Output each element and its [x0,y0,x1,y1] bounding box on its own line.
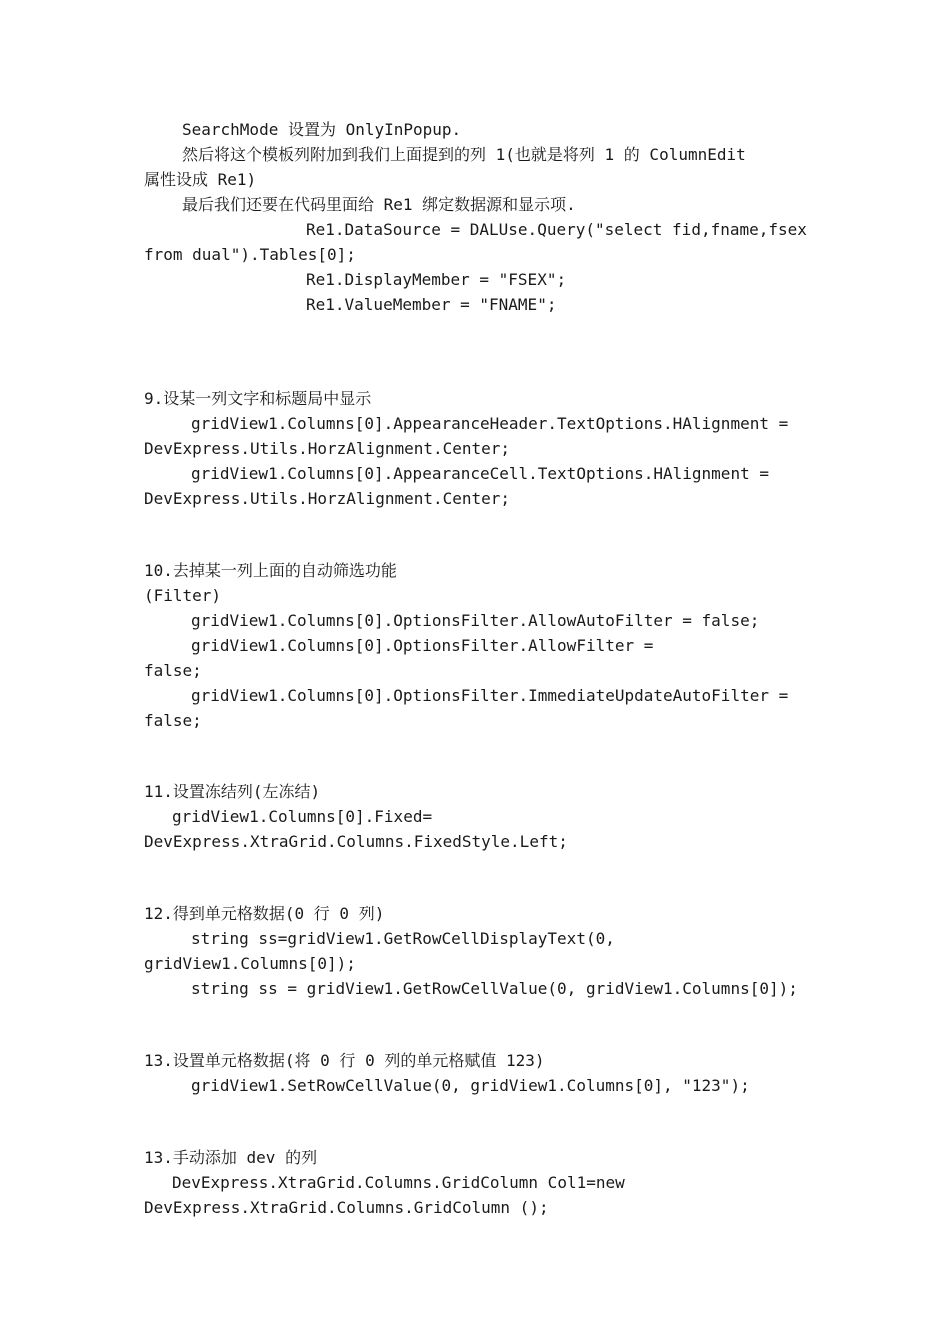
section-11-code-fixed-cont: DevExpress.XtraGrid.Columns.FixedStyle.Left; [144,832,568,851]
section-12-heading: 12.得到单元格数据(0 行 0 列) [144,904,385,923]
section-13-addcolumn-code: DevExpress.XtraGrid.Columns.GridColumn Col1=new [172,1173,625,1192]
section-10-code-allowfilter: gridView1.Columns[0].OptionsFilter.AllowFilter = [191,636,654,655]
section-12-code-displaytext-cont: gridView1.Columns[0]); [144,954,356,973]
section-10-code-immediate-cont: false; [144,711,202,730]
section-10-heading-filter: (Filter) [144,586,222,605]
section-12-code-value: string ss = gridView1.GetRowCellValue(0, gridView1.Columns[0]); [191,979,798,998]
section-9-code-header: gridView1.Columns[0].AppearanceHeader.TextOptions.HAlignment = [191,414,789,433]
section-9-code-cell-cont: DevExpress.Utils.HorzAlignment.Center; [144,489,511,508]
section-9-code-cell: gridView1.Columns[0].AppearanceCell.TextOptions.HAlignment = [191,464,769,483]
section-10-code-immediate: gridView1.Columns[0].OptionsFilter.ImmediateUpdateAutoFilter = [191,686,789,705]
section-9-heading: 9.设某一列文字和标题局中显示 [144,389,372,408]
intro-line-searchmode: SearchMode 设置为 OnlyInPopup. [182,120,462,139]
section-13-addcolumn-heading: 13.手动添加 dev 的列 [144,1148,318,1167]
intro-line-attach-template: 然后将这个模板列附加到我们上面提到的列 1(也就是将列 1 的 ColumnEdit [182,145,746,164]
section-13-setcell-heading: 13.设置单元格数据(将 0 行 0 列的单元格赋值 123) [144,1051,545,1070]
section-10-heading: 10.去掉某一列上面的自动筛选功能 [144,561,397,580]
section-10-code-allowautofilter: gridView1.Columns[0].OptionsFilter.AllowAutoFilter = false; [191,611,760,630]
code-datasource: Re1.DataSource = DALUse.Query("select fid,fname,fsex [306,220,807,239]
section-10-code-allowfilter-cont: false; [144,661,202,680]
code-valuemember: Re1.ValueMember = "FNAME"; [306,295,557,314]
section-12-code-displaytext: string ss=gridView1.GetRowCellDisplayText(0, [191,929,615,948]
intro-line-bind-datasource: 最后我们还要在代码里面给 Re1 绑定数据源和显示项. [182,195,576,214]
code-datasource-cont: from dual").Tables[0]; [144,245,356,264]
section-9-code-header-cont: DevExpress.Utils.HorzAlignment.Center; [144,439,511,458]
section-11-heading: 11.设置冻结列(左冻结) [144,782,321,801]
section-11-code-fixed: gridView1.Columns[0].Fixed= [172,807,433,826]
intro-line-property: 属性设成 Re1) [144,170,257,189]
code-displaymember: Re1.DisplayMember = "FSEX"; [306,270,567,289]
section-13-setcell-code: gridView1.SetRowCellValue(0, gridView1.Columns[0], "123"); [191,1076,750,1095]
section-13-addcolumn-code-cont: DevExpress.XtraGrid.Columns.GridColumn (); [144,1198,549,1217]
